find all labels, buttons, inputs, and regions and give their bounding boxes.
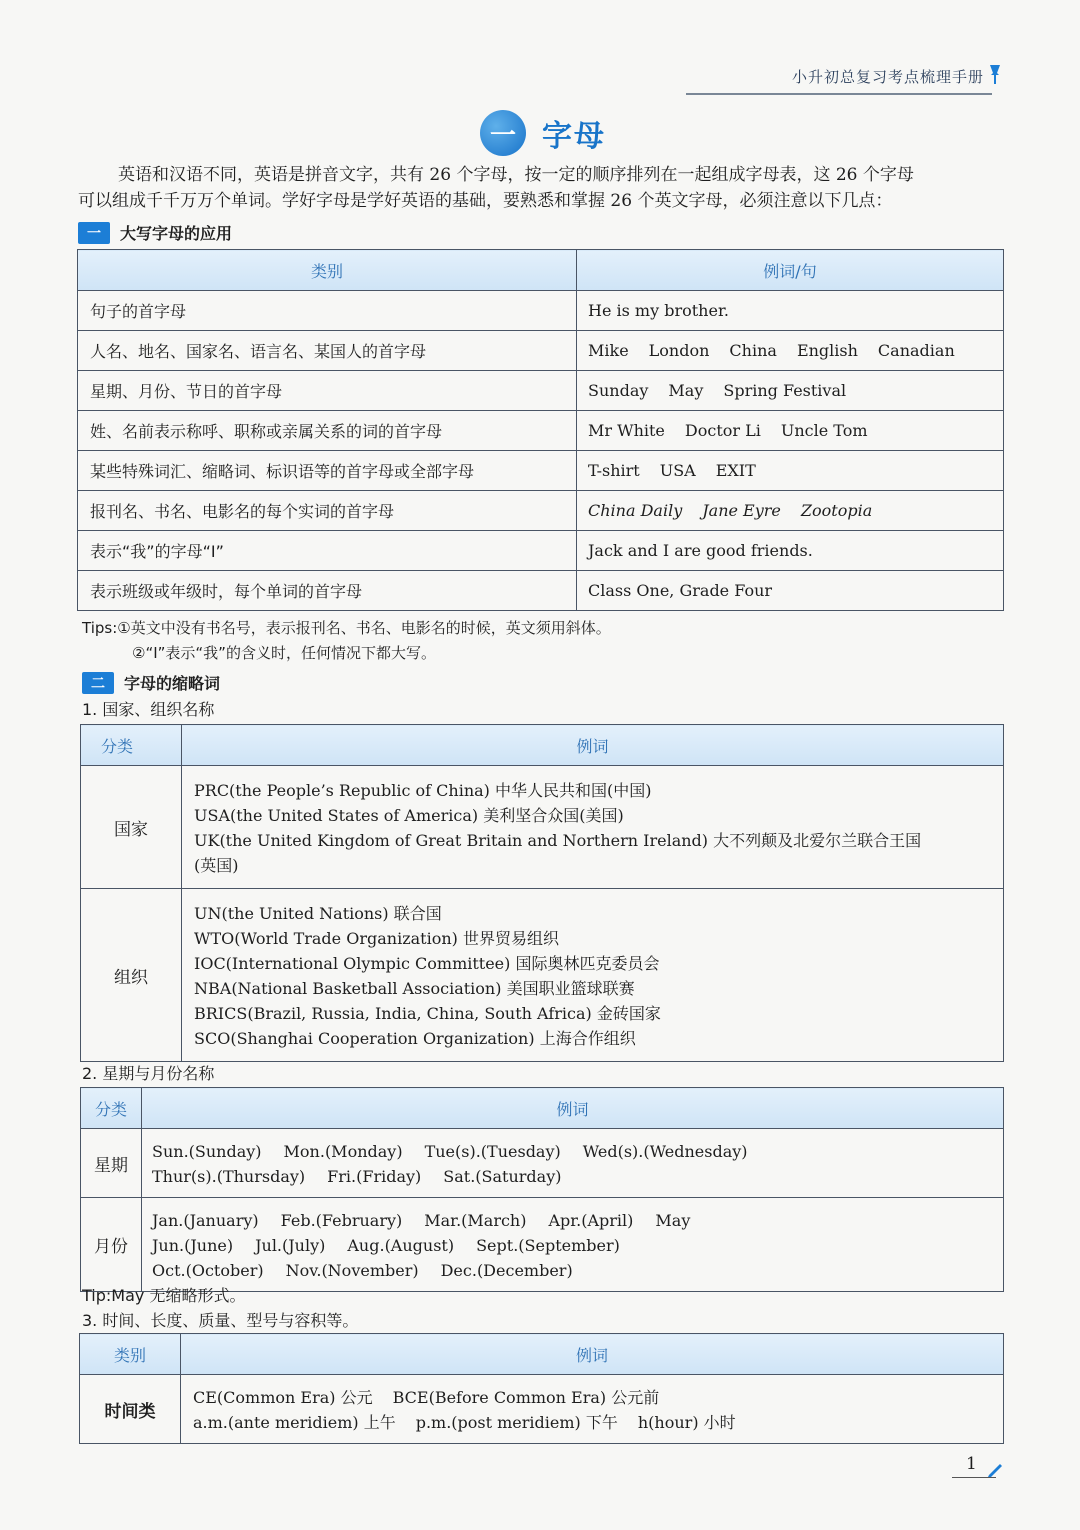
example-word: Jane Eyre xyxy=(702,501,781,520)
example-cell xyxy=(181,1375,1004,1444)
example-word: May xyxy=(655,1211,691,1230)
example-line: PRC(the People’s Republic of China) 中华人民共和国(中国) xyxy=(194,781,652,800)
example-word: h(hour) 小时 xyxy=(637,1413,736,1432)
column-header: 分类 xyxy=(81,725,182,766)
category-cell: 报刊名、书名、电影名的每个实词的首字母 xyxy=(78,491,577,531)
table-row xyxy=(81,889,1004,1062)
example-word: Jul.(July) xyxy=(255,1236,326,1255)
section-heading-abbreviations xyxy=(82,671,220,694)
example-word: Mr White xyxy=(588,421,665,440)
subsection-title: 2. 星期与月份名称 xyxy=(82,1064,215,1083)
table-row xyxy=(80,1375,1004,1444)
example-line xyxy=(152,1258,993,1283)
tip-line: Tips:①英文中没有书名号，表示报刊名、书名、电影名的时候，英文须用斜体。 xyxy=(82,619,611,637)
example-line xyxy=(152,1233,993,1258)
pen-icon xyxy=(986,1460,1004,1478)
example-cell xyxy=(142,1198,1004,1292)
section-title: 字母的缩略词 xyxy=(124,674,221,693)
weekdays-months-table xyxy=(80,1087,1004,1292)
example-word: EXIT xyxy=(715,461,756,480)
category-cell: 星期 xyxy=(81,1129,142,1198)
section-title: 大写字母的应用 xyxy=(120,224,233,243)
section-badge: 二 xyxy=(82,672,114,694)
example-word: a.m.(ante meridiem) 上午 xyxy=(193,1413,396,1432)
example-word: Wed(s).(Wednesday) xyxy=(582,1142,748,1161)
intro-line: 可以组成千千万万个单词。学好字母是学好英语的基础，要熟悉和掌握 26 个英文字母，必须注意以下几点： xyxy=(78,191,893,211)
table-row xyxy=(78,491,1004,531)
table-row xyxy=(78,531,1004,571)
table-header-row xyxy=(81,1088,1004,1129)
example-word: Feb.(February) xyxy=(280,1211,403,1230)
example-word: Mike xyxy=(588,341,629,360)
example-word: Spring Festival xyxy=(723,381,847,400)
chapter-number-badge: 一 xyxy=(480,110,526,156)
category-cell: 人名、地名、国家名、语言名、某国人的首字母 xyxy=(78,331,577,371)
example-word: USA xyxy=(659,461,696,480)
example-line xyxy=(152,1208,993,1233)
tip-line: ②“I”表示“我”的含义时，任何情况下都大写。 xyxy=(132,644,436,662)
table-header-row xyxy=(81,725,1004,766)
example-line xyxy=(193,1410,993,1435)
example-word: Aug.(August) xyxy=(347,1236,455,1255)
example-cell xyxy=(577,531,1004,571)
column-header: 例词 xyxy=(182,725,1004,766)
example-word: Sun.(Sunday) xyxy=(152,1142,262,1161)
example-word: Nov.(November) xyxy=(285,1261,419,1280)
example-word: CE(Common Era) 公元 xyxy=(193,1388,373,1407)
table-row xyxy=(78,331,1004,371)
header-rule xyxy=(686,93,992,95)
units-table xyxy=(79,1333,1004,1444)
column-header: 例词 xyxy=(142,1088,1004,1129)
example-line: WTO(World Trade Organization) 世界贸易组织 xyxy=(194,929,559,948)
example-word: Uncle Tom xyxy=(780,421,868,440)
example-word: Oct.(October) xyxy=(152,1261,264,1280)
example-cell xyxy=(577,291,1004,331)
example-word: Jan.(January) xyxy=(152,1211,259,1230)
example-word: China xyxy=(729,341,777,360)
example-word: May xyxy=(668,381,704,400)
example-line: UK(the United Kingdom of Great Britain and Northern Ireland) 大不列颠及北爱尔兰联合王国 xyxy=(194,831,922,850)
table-row xyxy=(81,1198,1004,1292)
example-line: BRICS(Brazil, Russia, India, China, South Africa) 金砖国家 xyxy=(194,1004,661,1023)
example-word: Sat.(Saturday) xyxy=(443,1167,562,1186)
category-cell: 时间类 xyxy=(80,1375,181,1444)
example-cell xyxy=(577,371,1004,411)
capitals-table xyxy=(77,249,1004,611)
example-line: IOC(International Olympic Committee) 国际奥林匹克委员会 xyxy=(194,954,660,973)
example-line xyxy=(152,1164,993,1189)
example-line: UN(the United Nations) 联合国 xyxy=(194,904,442,923)
example-line: NBA(National Basketball Association) 美国职业篮球联赛 xyxy=(194,979,635,998)
tip-line: Tip:May 无缩略形式。 xyxy=(82,1286,246,1305)
page-number: 1 xyxy=(966,1454,977,1474)
category-cell: 组织 xyxy=(81,889,182,1062)
example-cell xyxy=(577,331,1004,371)
example-word: T-shirt xyxy=(588,461,640,480)
example-word: Canadian xyxy=(877,341,955,360)
example-word: Sunday xyxy=(588,381,649,400)
intro-paragraph xyxy=(78,162,1004,214)
example-cell xyxy=(182,889,1004,1062)
countries-organizations-table xyxy=(80,724,1004,1062)
example-cell xyxy=(577,491,1004,531)
chapter-title xyxy=(480,108,606,158)
example-word: Jun.(June) xyxy=(152,1236,234,1255)
chapter-title-text: 字母 xyxy=(542,119,606,154)
table-row xyxy=(81,1129,1004,1198)
example-word: BCE(Before Common Era) 公元前 xyxy=(392,1388,660,1407)
pin-icon xyxy=(988,63,1002,85)
example-word: Mar.(March) xyxy=(424,1211,527,1230)
table-header-row xyxy=(80,1334,1004,1375)
subsection-title: 1. 国家、组织名称 xyxy=(82,700,215,719)
example-word: English xyxy=(796,341,858,360)
table-row xyxy=(78,371,1004,411)
example-word: Class One, Grade Four xyxy=(588,581,773,600)
table-row xyxy=(81,766,1004,889)
category-cell: 表示班级或年级时，每个单词的首字母 xyxy=(78,571,577,611)
column-header: 例词/句 xyxy=(577,250,1004,291)
example-line: USA(the United States of America) 美利坚合众国(美国) xyxy=(194,806,624,825)
example-line xyxy=(152,1139,993,1164)
category-cell: 星期、月份、节日的首字母 xyxy=(78,371,577,411)
subsection-title: 3. 时间、长度、质量、型号与容积等。 xyxy=(82,1311,359,1330)
example-word: He is my brother. xyxy=(588,301,729,320)
example-word: Thur(s).(Thursday) xyxy=(152,1167,306,1186)
example-word: Tue(s).(Tuesday) xyxy=(424,1142,561,1161)
example-word: Sept.(September) xyxy=(476,1236,620,1255)
table-header-row xyxy=(78,250,1004,291)
table-row xyxy=(78,291,1004,331)
example-word: Apr.(April) xyxy=(548,1211,634,1230)
example-word: London xyxy=(648,341,710,360)
example-cell xyxy=(577,451,1004,491)
section-heading-capitals xyxy=(78,221,232,244)
example-word: Doctor Li xyxy=(684,421,761,440)
example-line xyxy=(193,1385,993,1410)
category-cell: 表示“我”的字母“I” xyxy=(78,531,577,571)
section-badge: 一 xyxy=(78,222,110,244)
column-header: 类别 xyxy=(80,1334,181,1375)
example-word: Dec.(December) xyxy=(440,1261,573,1280)
category-cell: 月份 xyxy=(81,1198,142,1292)
column-header: 类别 xyxy=(78,250,577,291)
category-cell: 某些特殊词汇、缩略词、标识语等的首字母或全部字母 xyxy=(78,451,577,491)
example-word: p.m.(post meridiem) 下午 xyxy=(415,1413,618,1432)
example-word: China Daily xyxy=(588,501,683,520)
running-header: 小升初总复习考点梳理手册 xyxy=(791,68,984,86)
example-word: Mon.(Monday) xyxy=(283,1142,403,1161)
example-line: SCO(Shanghai Cooperation Organization) 上海合作组织 xyxy=(194,1029,636,1048)
table-row xyxy=(78,451,1004,491)
table-row xyxy=(78,411,1004,451)
tips-block xyxy=(82,616,611,666)
column-header: 分类 xyxy=(81,1088,142,1129)
category-cell: 国家 xyxy=(81,766,182,889)
example-cell xyxy=(142,1129,1004,1198)
example-word: Jack and I are good friends. xyxy=(588,541,813,560)
example-cell xyxy=(577,411,1004,451)
example-word: Fri.(Friday) xyxy=(327,1167,422,1186)
example-cell xyxy=(182,766,1004,889)
example-word: Zootopia xyxy=(800,501,873,520)
intro-line: 英语和汉语不同，英语是拼音文字，共有 26 个字母，按一定的顺序排列在一起组成字母表，这 26 个字母 xyxy=(118,165,914,185)
category-cell: 姓、名前表示称呼、职称或亲属关系的词的首字母 xyxy=(78,411,577,451)
category-cell: 句子的首字母 xyxy=(78,291,577,331)
column-header: 例词 xyxy=(181,1334,1004,1375)
table-row xyxy=(78,571,1004,611)
example-line: (英国) xyxy=(194,856,239,875)
example-cell xyxy=(577,571,1004,611)
